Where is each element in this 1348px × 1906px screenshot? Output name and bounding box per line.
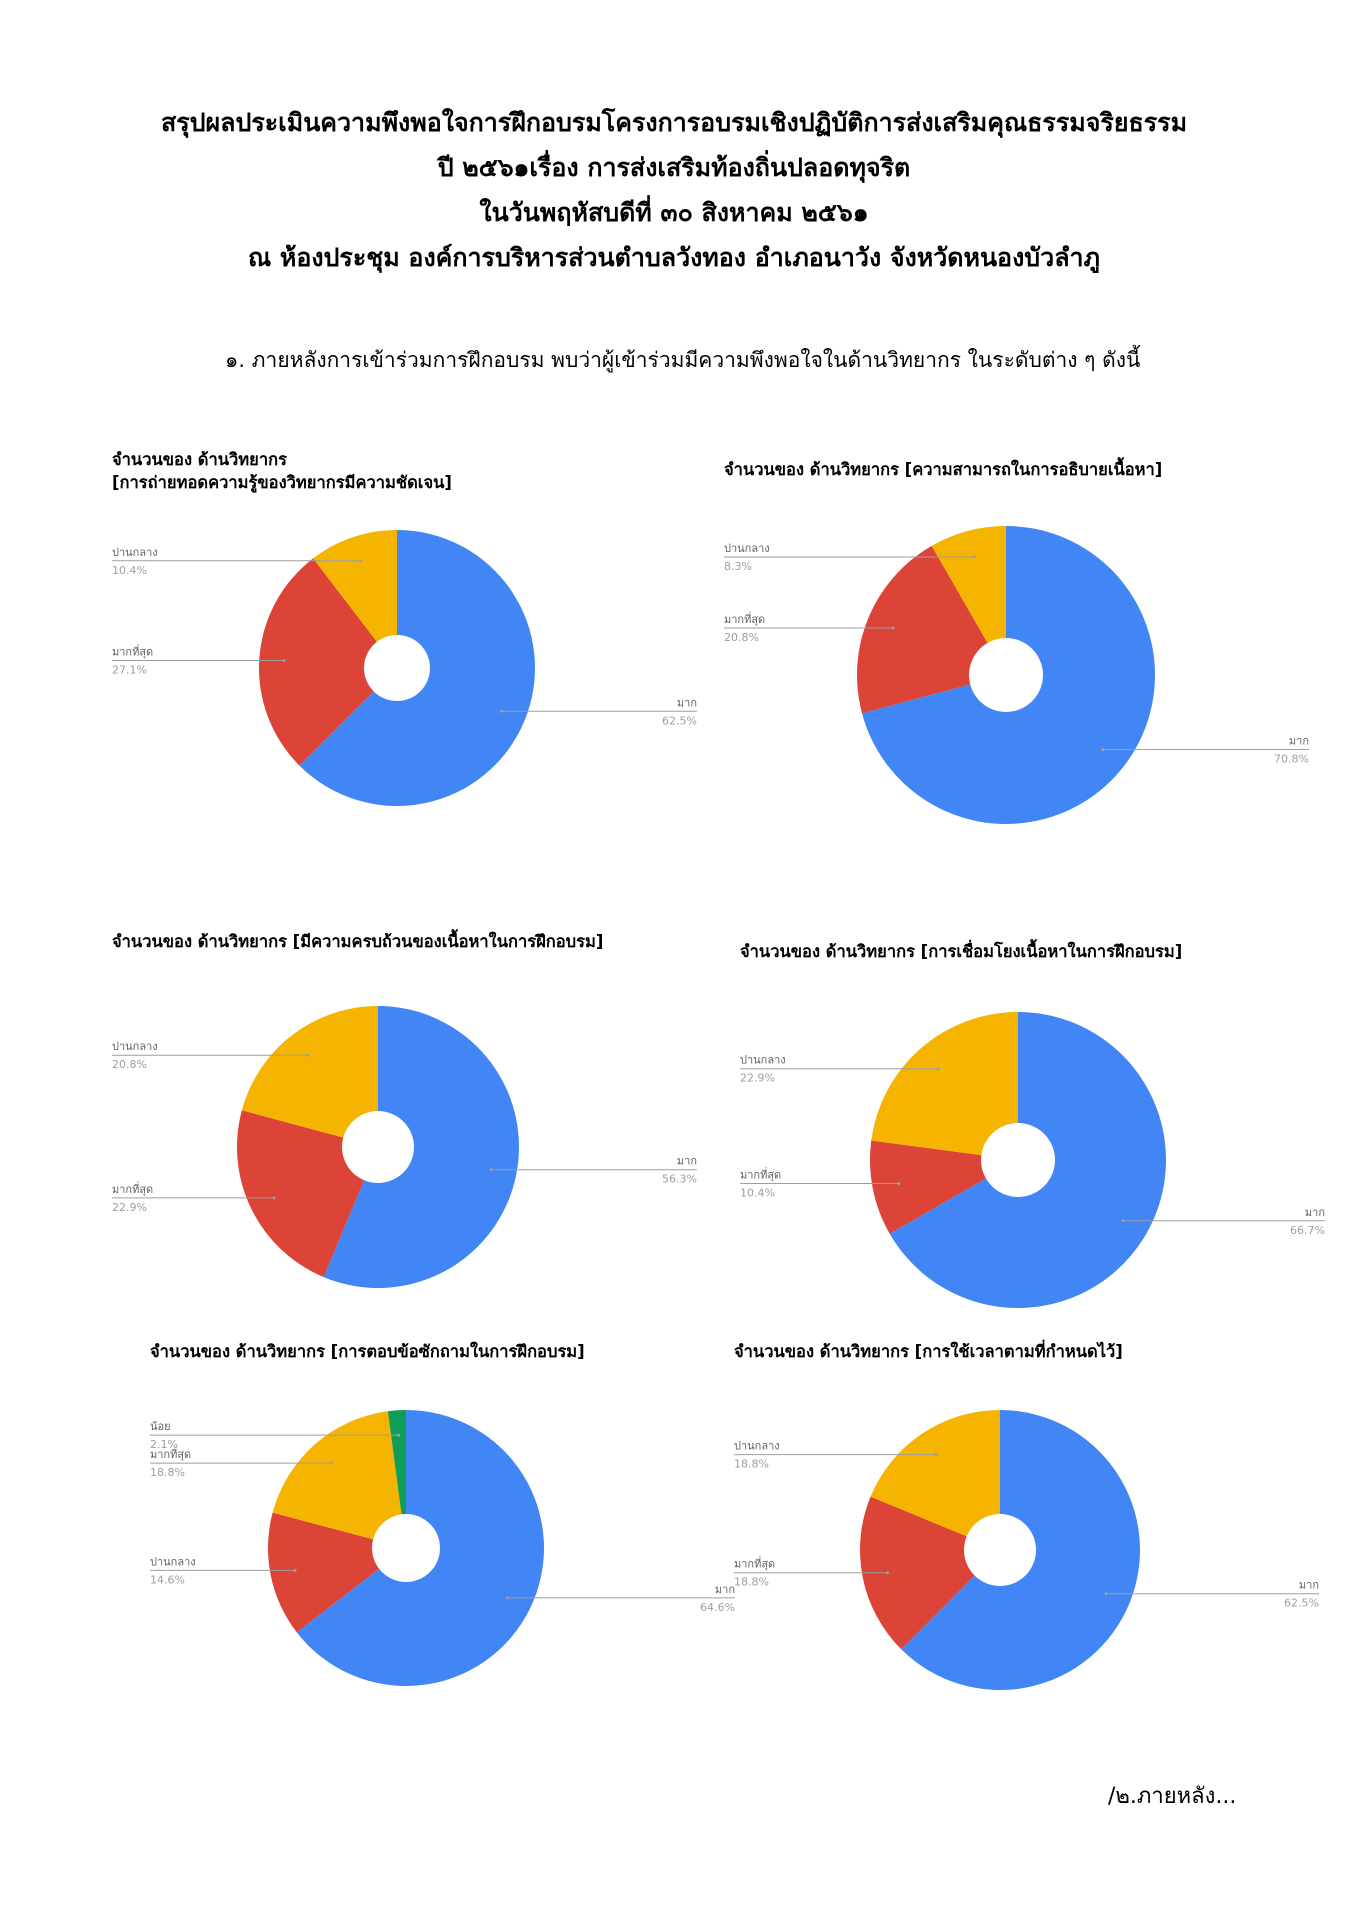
- slice-label: มาก: [1298, 1578, 1319, 1592]
- leader-dot: [897, 1182, 900, 1185]
- chart-title-line: จำนวนของ ด้านวิทยากร [มีความครบถ้วนของเนื้อหาในการฝึกอบรม]: [112, 932, 604, 951]
- leader-dot: [359, 559, 362, 562]
- leader-dot: [1122, 1219, 1125, 1222]
- leader-dot: [892, 627, 895, 630]
- pie-chart-2: [724, 458, 1324, 878]
- slice-percent: 20.8%: [724, 631, 759, 644]
- slice-label: มาก: [714, 1582, 735, 1596]
- slice-percent: 62.5%: [1284, 1596, 1319, 1610]
- leader-dot: [886, 1571, 889, 1574]
- slice-label: มาก: [676, 1154, 697, 1168]
- slice-label: ปานกลาง: [112, 1040, 158, 1054]
- slice-percent: 56.3%: [662, 1172, 697, 1186]
- slice-percent: 22.9%: [740, 1071, 775, 1085]
- chart-title-line: จำนวนของ ด้านวิทยากร [การตอบข้อซักถามในการฝึกอบรม]: [150, 1342, 585, 1361]
- leader-dot: [506, 1596, 509, 1599]
- leader-dot: [397, 1434, 400, 1437]
- pie-chart-3: [112, 930, 712, 1350]
- slice-percent: 27.1%: [112, 663, 147, 677]
- pie-svg: [724, 458, 1324, 878]
- chart-title-line: จำนวนของ ด้านวิทยากร [การเชื่อมโยงเนื้อหาในการฝึกอบรม]: [740, 942, 1183, 961]
- slice-percent: 64.6%: [700, 1600, 735, 1614]
- document-header: [0, 100, 1348, 280]
- slice-label: ปานกลาง: [112, 545, 158, 559]
- slice-percent: 62.5%: [662, 714, 697, 728]
- slice-label: ปานกลาง: [150, 1555, 196, 1569]
- slice-label: มากที่สุด: [112, 645, 154, 659]
- leader-dot: [330, 1462, 333, 1465]
- intro-paragraph: ๑. ภายหลังการเข้าร่วมการฝึกอบรม พบว่าผู้เข้าร่วมมีความพึงพอใจในด้านวิทยากร ในระดับต่าง ๆ ดังนี้: [225, 348, 1141, 372]
- slice-label: น้อย: [150, 1420, 171, 1434]
- slice-label: มากที่สุด: [740, 1168, 782, 1182]
- leader-dot: [1101, 748, 1104, 751]
- donut-hole: [981, 1123, 1055, 1197]
- slice-label: มากที่สุด: [724, 613, 766, 626]
- slice-percent: 18.8%: [734, 1457, 769, 1471]
- pie-svg: [112, 448, 712, 868]
- header-line-2: ปี ๒๕๖๑เรื่อง การส่งเสริมท้องถิ่นปลอดทุจริต: [437, 153, 911, 182]
- slice-percent: 22.9%: [112, 1200, 147, 1214]
- pie-svg: [740, 940, 1340, 1360]
- pie-chart-1: [112, 448, 712, 868]
- pie-chart-4: [740, 940, 1340, 1360]
- leader-dot: [306, 1054, 309, 1057]
- pie-chart-6: [734, 1340, 1334, 1760]
- slice-percent: 8.3%: [724, 560, 752, 573]
- donut-hole: [964, 1514, 1036, 1586]
- leader-dot: [1105, 1592, 1108, 1595]
- slice-percent: 18.8%: [734, 1575, 769, 1589]
- header-line-3: ในวันพฤหัสบดีที่ ๓๐ สิงหาคม ๒๕๖๑: [479, 198, 869, 227]
- pie-chart-5: [150, 1340, 750, 1760]
- slice-percent: 18.8%: [150, 1466, 185, 1480]
- leader-dot: [973, 556, 976, 559]
- chart-title-line: จำนวนของ ด้านวิทยากร [ความสามารถในการอธิบายเนื้อหา]: [724, 460, 1163, 479]
- slice-label: มากที่สุด: [734, 1557, 776, 1571]
- slice-label: มากที่สุด: [112, 1182, 154, 1196]
- leader-dot: [490, 1168, 493, 1171]
- slice-label: ปานกลาง: [740, 1053, 786, 1067]
- donut-hole: [364, 635, 430, 701]
- slice-percent: 14.6%: [150, 1573, 185, 1587]
- slice-percent: 20.8%: [112, 1058, 147, 1072]
- header-line-1: สรุปผลประเมินความพึงพอใจการฝึกอบรมโครงการอบรมเชิงปฏิบัติการส่งเสริมคุณธรรมจริยธรรม: [160, 108, 1188, 137]
- chart-title-line: จำนวนของ ด้านวิทยากร [การใช้เวลาตามที่กำหนดไว้]: [734, 1342, 1123, 1361]
- header-line-4: ณ ห้องประชุม องค์การบริหารส่วนตำบลวังทอง อำเภอนาวัง จังหวัดหนองบัวลำภู: [247, 243, 1101, 272]
- donut-hole: [969, 638, 1043, 712]
- leader-dot: [283, 659, 286, 662]
- leader-dot: [273, 1196, 276, 1199]
- slice-label: ปานกลาง: [734, 1439, 780, 1453]
- slice-percent: 10.4%: [740, 1186, 775, 1200]
- slice-label: มาก: [676, 696, 697, 710]
- slice-percent: 70.8%: [1274, 752, 1309, 766]
- slice-percent: 10.4%: [112, 563, 147, 577]
- donut-hole: [372, 1514, 440, 1582]
- pie-svg: [734, 1340, 1334, 1760]
- leader-dot: [937, 1067, 940, 1070]
- slice-label: มาก: [1304, 1205, 1325, 1219]
- slice-percent: 66.7%: [1290, 1223, 1325, 1237]
- slice-label: มากที่สุด: [150, 1448, 192, 1462]
- chart-title-line: จำนวนของ ด้านวิทยากร: [112, 450, 287, 469]
- leader-dot: [935, 1453, 938, 1456]
- chart-title-line: [การถ่ายทอดความรู้ของวิทยากรมีความชัดเจน]: [112, 473, 452, 492]
- donut-hole: [342, 1111, 414, 1183]
- slice-label: มาก: [1288, 734, 1309, 748]
- leader-dot: [294, 1569, 297, 1572]
- slice-label: ปานกลาง: [724, 542, 770, 555]
- slice-percent: 2.1%: [150, 1438, 178, 1452]
- leader-dot: [500, 710, 503, 713]
- pie-svg: [112, 930, 712, 1350]
- page-continuation: /๒.ภายหลัง...: [1108, 1784, 1237, 1809]
- pie-svg: [150, 1340, 750, 1760]
